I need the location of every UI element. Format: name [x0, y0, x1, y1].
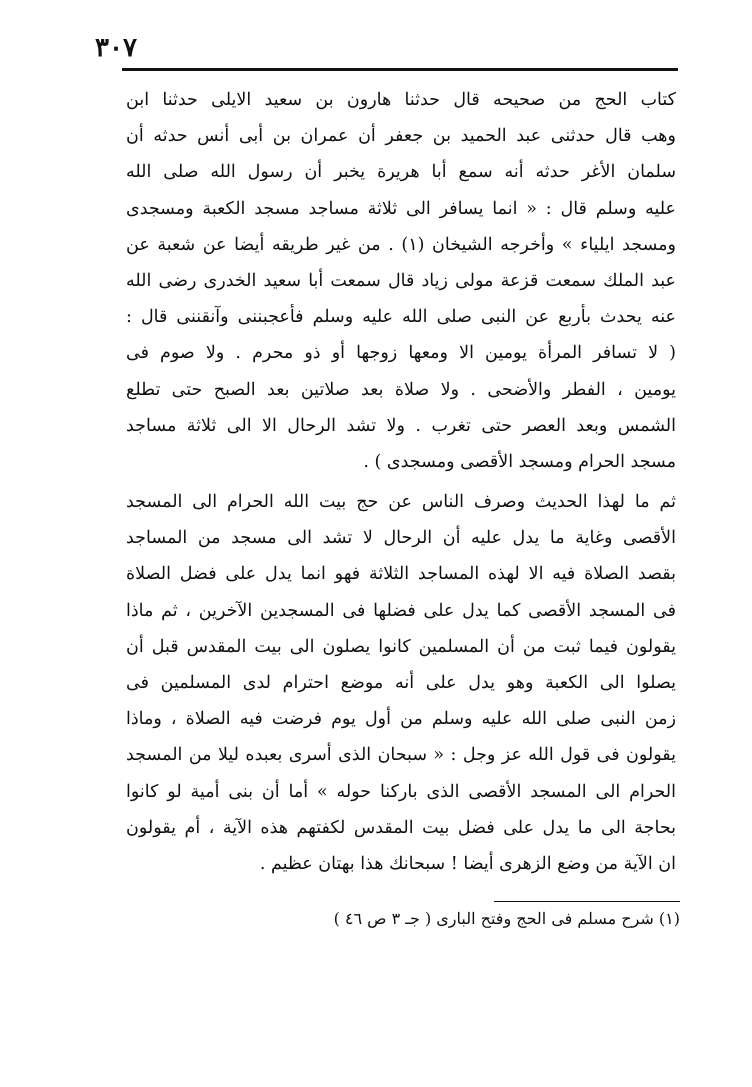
text-line: عبد الملك سمعت قزعة مولى زياد قال سمعت أبا سعيد الخدرى رضى الله — [126, 270, 676, 291]
text-line: كتاب الحج من صحيحه قال حدثنا هارون بن سعيد الايلى حدثنا ابن — [126, 90, 676, 110]
text-line: ( لا تسافر المرأة يومين الا ومعها زوجها أو ذو محرم . ولا صوم فى — [126, 343, 676, 364]
paragraph-1 — [126, 82, 676, 480]
text-line: مسجد الحرام ومسجد الأقصى ومسجدى ) . — [363, 451, 676, 472]
text-line: سلمان الأغر حدثه أنه سمع أبا هريرة يخبر أن رسول الله صلى الله — [126, 162, 676, 183]
header-rule — [122, 68, 678, 71]
text-line: زمن النبى صلى الله عليه وسلم من أول يوم فرضت فيه الصلاة ، وماذا — [126, 709, 676, 730]
paragraph-2 — [126, 484, 676, 882]
footnote-rule — [494, 901, 680, 902]
text-line: الأقصى وغاية ما يدل عليه أن الرحال لا تشد الى مسجد من المساجد — [126, 528, 676, 549]
footnote: (١) شرح مسلم فى الحج وفتح البارى ( جـ ٣ ص ٤٦ ) — [333, 909, 680, 928]
text-line: عليه وسلم قال : « انما يسافر الى ثلاثة مساجد مسجد الكعبة ومسجدى — [126, 198, 676, 219]
text-line: ثم ما لهذا الحديث وصرف الناس عن حج بيت الله الحرام الى المسجد — [126, 492, 676, 513]
text-line: يقولون فى قول الله عز وجل : « سبحان الذى أسرى بعبده ليلا من المسجد — [126, 745, 676, 766]
text-line: عنه يحدث بأربع عن النبى صلى الله عليه وسلم فأعجبننى وآنقننى قال : — [126, 307, 676, 328]
text-line: يقولون فيما ثبت من أن المسلمين كانوا يصلون الى بيت المقدس قبل أن — [126, 636, 676, 657]
text-line: الشمس وبعد العصر حتى تغرب . ولا تشد الرحال الا الى ثلاثة مساجد — [126, 415, 676, 436]
text-line: يومين ، الفطر والأضحى . ولا صلاة بعد صلاتين بعد الصبح حتى تطلع — [126, 379, 676, 400]
page-number: ٣٠٧ — [95, 33, 137, 63]
text-line: ان الآية من وضع الزهرى أيضا ! سبحانك هذا بهتان عظيم . — [259, 853, 676, 874]
text-line: فى المسجد الأقصى كما يدل على فضلها فى المسجدين الآخرين ، ثم ماذا — [126, 600, 676, 621]
text-line: يصلوا الى الكعبة وهو يدل على أنه موضع احترام لدى المسلمين فى — [126, 673, 676, 693]
body-text — [126, 82, 676, 882]
text-line: بقصد الصلاة فيه الا لهذه المساجد الثلاثة فهو انما يدل على فضل الصلاة — [126, 564, 676, 585]
text-line: بحاجة الى ما يدل على فضل بيت المقدس لكفتهم هذه الآية ، أم يقولون — [126, 817, 676, 838]
text-line: وهب قال حدثنى عبد الحميد بن جعفر أن عمران بن أبى أنس حدثه أن — [126, 126, 676, 147]
text-line: الحرام الى المسجد الأقصى الذى باركنا حوله » أما أن بنى أمية لو كانوا — [126, 781, 676, 802]
text-line: ومسجد ايلياء » وأخرجه الشيخان (١) . من غير طريقه أيضا عن شعبة عن — [126, 234, 676, 255]
